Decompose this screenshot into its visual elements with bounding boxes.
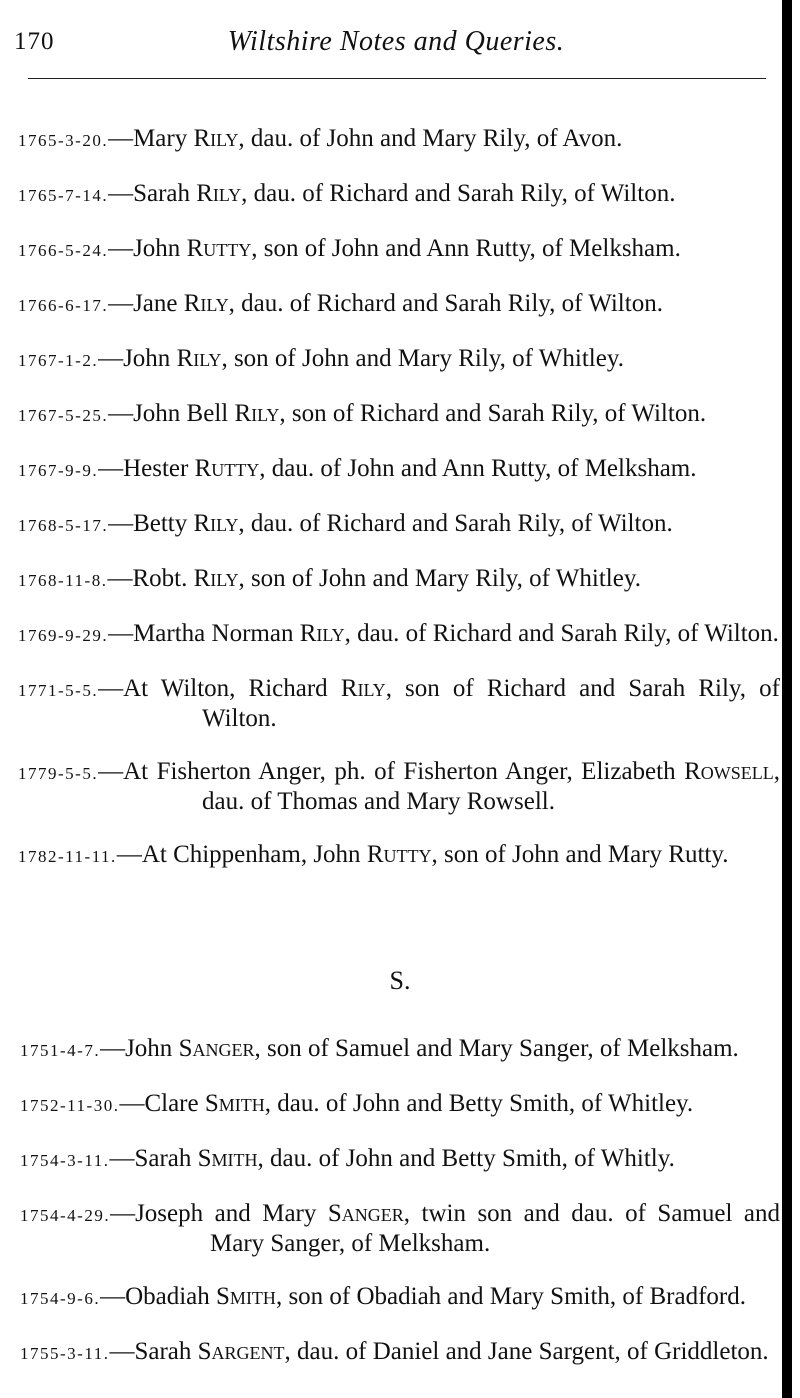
entry-text: —At Chippenham, John [116,841,367,868]
entry-text: , son of John and Mary Rutty. [431,841,729,868]
entry-surname: Smith [197,1145,258,1172]
entry-text: —Sarah [108,180,197,207]
entry-text: —At Wilton, Richard [98,675,341,702]
entry-surname: Rutty [186,235,252,262]
entry [18,620,780,650]
entry-text: , dau. of John and Betty Smith, of Whitley. [264,1090,694,1117]
section-heading: S. [389,966,411,995]
entry-date: 1754-3-11. [20,1151,110,1170]
entry-date: 1754-9-6. [20,1289,101,1308]
entry-text: , dau. of Richard and Sarah Rily, of Wilton. [241,180,676,207]
entry [18,235,780,265]
entry-text: , dau. of John and Mary Rily, of Avon. [238,125,623,152]
entry-text: —Sarah [109,1145,198,1172]
entry-date: 1766-5-24. [18,241,109,260]
header-rule [28,78,766,79]
entry-text: —Sarah [109,1338,198,1365]
entry-surname: Rily [234,400,280,427]
entry-surname: Rutty [194,455,260,482]
entry [18,455,780,485]
entry [20,1338,780,1368]
entry-surname: Rutty [366,841,432,868]
entry-date: 1751-4-7. [20,1041,101,1060]
entry-surname: Rowsell [684,758,774,785]
entry-text: —Hester [98,455,195,482]
entry-date: 1779-5-5. [18,764,99,783]
entry-text: —Obadiah [100,1283,217,1310]
entry-text: —Martha Norman [108,620,300,647]
entry-text: —Betty [108,510,194,537]
entry [20,1145,780,1175]
entry-date: 1767-5-25. [18,406,109,425]
entry-surname: Sanger [178,1035,255,1062]
page-edge-shadow [782,0,792,1398]
entry-surname: Rily [193,565,239,592]
entry-surname: Rily [183,290,229,317]
entry-surname: Rily [299,620,345,647]
entry [18,841,780,871]
entry-text: , dau. of Richard and Sarah Rily, of Wilton. [238,510,673,537]
entry-surname: Rily [176,345,222,372]
running-title: Wiltshire Notes and Queries. [227,26,565,57]
entry [18,565,780,595]
entry-date: 1755-3-11. [20,1344,110,1363]
entry-surname: Smith [204,1090,265,1117]
entry-surname: Rily [340,675,386,702]
entry-text: —Clare [119,1090,205,1117]
entry-text: , dau. of John and Betty Smith, of Whitly. [257,1145,675,1172]
entry-date: 1771-5-5. [18,681,99,700]
entry [20,1090,780,1120]
entry-text: , dau. of Richard and Sarah Rily, of Wilton. [344,620,779,647]
entry-text: —John Bell [108,400,235,427]
entry-date: 1765-3-20. [18,131,109,150]
entry [18,400,780,430]
entry [18,125,780,155]
entry-text: —Mary [108,125,194,152]
entry [18,180,780,210]
entry-text: , son of John and Mary Rily, of Whitley. [221,345,624,372]
entry-surname: Smith [216,1283,276,1310]
entry [18,290,780,320]
entry-text: —Joseph and Mary [110,1200,328,1227]
entry-text: , son of Samuel and Mary Sanger, of Melksham. [254,1035,739,1062]
page-number: 170 [14,28,55,55]
entry-surname: Rily [193,510,239,537]
entry-date: 1766-6-17. [18,296,109,315]
entry-text: —John [100,1035,179,1062]
entry-text: —John [108,235,187,262]
entry-date: 1768-5-17. [18,516,109,535]
entry [20,1035,780,1065]
entry-text: —At Fisherton Anger, ph. of Fisherton Anger, Elizabeth [98,758,685,785]
entry-date: 1767-1-2. [18,351,99,370]
entry-date: 1752-11-30. [20,1096,120,1115]
entry [20,1283,780,1313]
entry-date: 1782-11-11. [18,847,117,866]
entry-surname: Rily [196,180,242,207]
entry-surname: Rily [193,125,239,152]
entry-date: 1765-7-14. [18,186,109,205]
entry-surname: Sanger [327,1200,404,1227]
entries-list-r [18,100,780,879]
entry-date: 1769-9-29. [18,626,109,645]
entry-text: , dau. of Richard and Sarah Rily, of Wilton. [228,290,663,317]
entry [18,345,780,375]
entry-text: , son of Richard and Sarah Rily, of Wilton. [202,675,780,732]
entry-text: , son of Obadiah and Mary Smith, of Bradford. [275,1283,746,1310]
entry-text: —John [98,345,177,372]
entry [18,675,780,733]
entry-surname: Sargent [197,1338,285,1365]
entry-text: , twin son and dau. of Samuel and Mary Sanger, of Melksham. [210,1200,780,1257]
entry [18,510,780,540]
entry-text: —Robt. [107,565,194,592]
page-header [14,18,778,62]
entry-text: , son of John and Ann Rutty, of Melksham. [251,235,681,262]
entry-text: —Jane [108,290,184,317]
entry-date: 1767-9-9. [18,461,99,480]
entry [20,1200,780,1258]
entry-date: 1754-4-29. [20,1206,111,1225]
entry-text: , dau. of John and Ann Rutty, of Melksham. [259,455,697,482]
entry [18,758,780,816]
entry-text: , son of Richard and Sarah Rily, of Wilton. [279,400,707,427]
entry-date: 1768-11-8. [18,571,108,590]
entries-list-s [20,1010,780,1376]
entry-text: , dau. of Thomas and Mary Rowsell. [202,758,780,815]
entry-text: , son of John and Mary Rily, of Whitley. [238,565,641,592]
entry-text: , dau. of Daniel and Jane Sargent, of Griddleton. [284,1338,769,1365]
